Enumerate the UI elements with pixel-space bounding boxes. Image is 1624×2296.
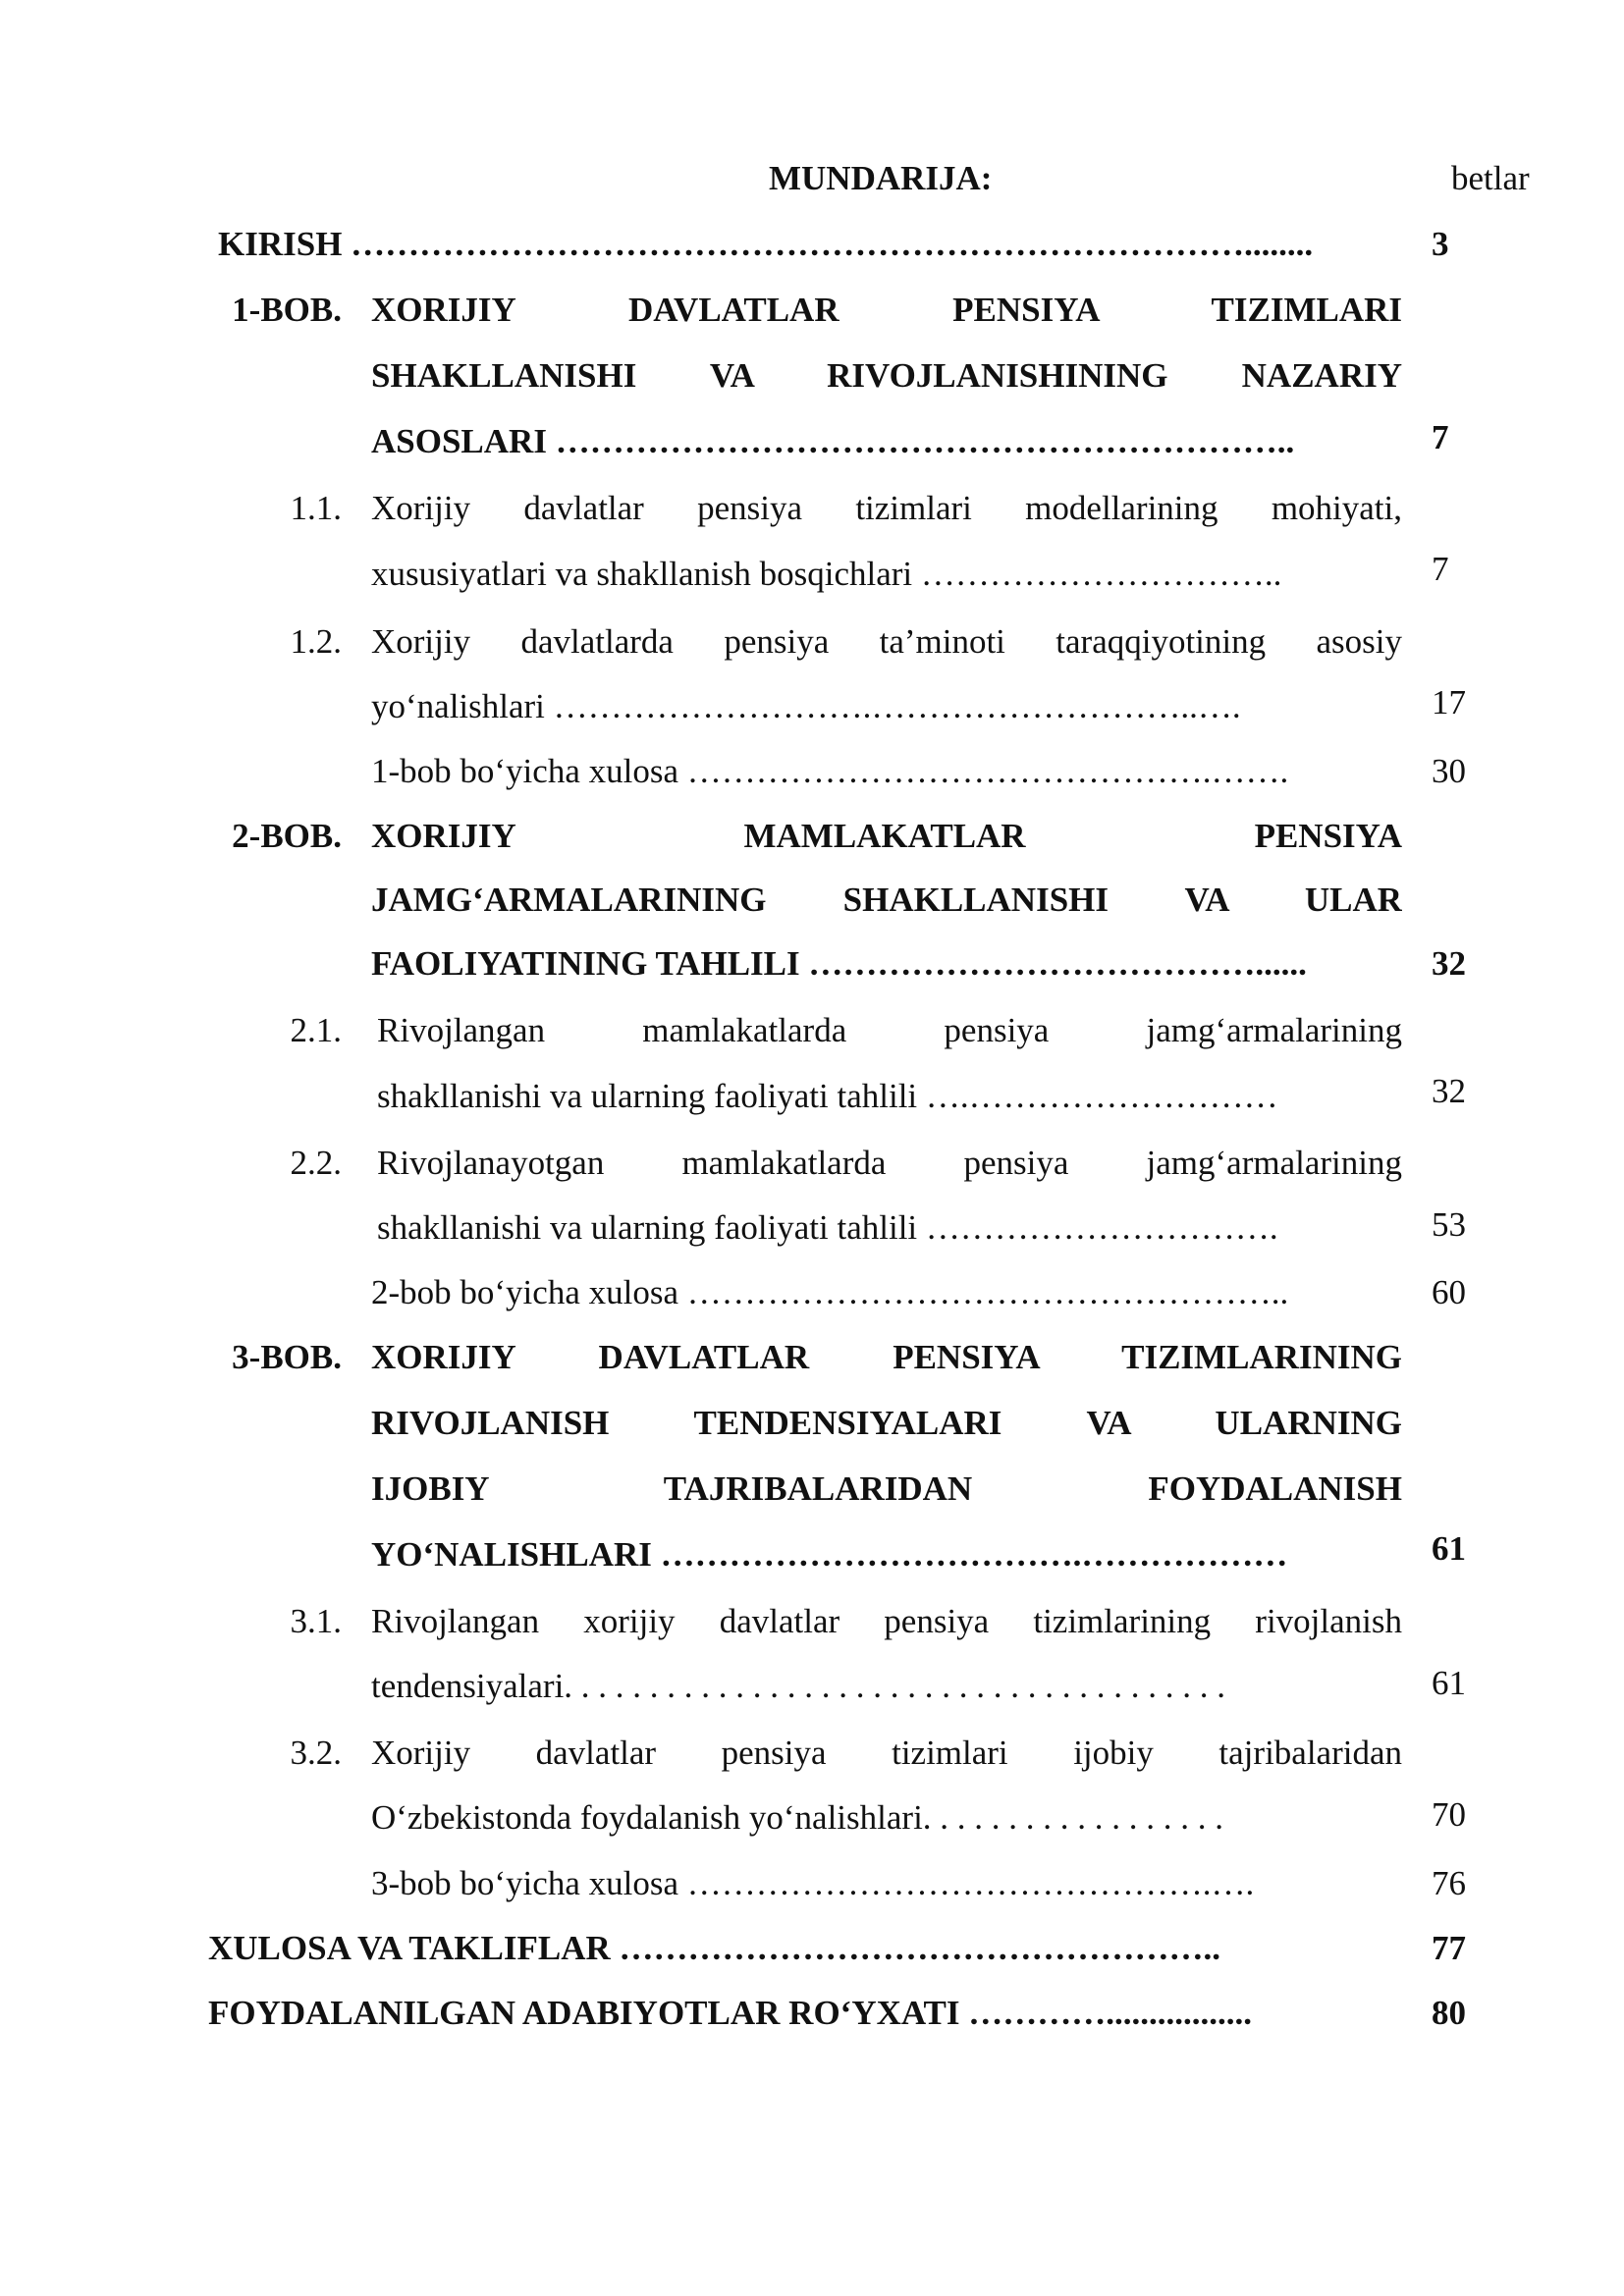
section-2-1-title-line-1[interactable]: Rivojlangan mamlakatlarda pensiya jamg‘armalarining: [377, 1013, 1402, 1049]
toc-entry-conclusions[interactable]: XULOSA VA TAKLIFLAR ……………………………………………..: [208, 1929, 1221, 1967]
section-3-1-title-line-2[interactable]: tendensiyalari. . . . . . . . . . . . . . . . . . . . . . . . . . . . . . . . . . . . . . .: [371, 1667, 1226, 1705]
toc-page-references: 80: [1432, 1994, 1466, 2032]
section-3-2-title-line-2[interactable]: O‘zbekistonda foydalanish yo‘nalishlari. . . . . . . . . . . . . . . . . .: [371, 1798, 1224, 1837]
chapter-3-summary-page: 76: [1432, 1864, 1466, 1902]
chapter-2-title-line-1[interactable]: XORIJIY MAMLAKATLAR PENSIYA: [371, 819, 1402, 855]
chapter-2-summary-page: 60: [1432, 1273, 1466, 1311]
section-1-2-number: 1.2.: [290, 622, 342, 661]
chapter-3-title-line-2[interactable]: RIVOJLANISH TENDENSIYALARI VA ULARNING: [371, 1406, 1402, 1442]
toc-page-conclusions: 77: [1432, 1929, 1466, 1967]
pages-column-label: betlar: [1451, 159, 1530, 197]
section-1-2-title-line-2[interactable]: yo‘nalishlari ……………………….………………………..….: [371, 687, 1241, 725]
section-2-1-number: 2.1.: [290, 1011, 342, 1049]
section-1-1-page: 7: [1432, 550, 1449, 588]
chapter-1-title-line-3[interactable]: ASOSLARI ………………………………………………………..: [371, 422, 1295, 460]
section-1-2-page: 17: [1432, 683, 1466, 721]
chapter-2-title-line-3[interactable]: FAOLIYATINING TAHLILI …………………………………......: [371, 944, 1307, 983]
toc-page-kirish: 3: [1432, 225, 1449, 263]
chapter-2-number: 2-BOB.: [232, 817, 342, 855]
section-2-1-title-line-2[interactable]: shakllanishi va ularning faoliyati tahlili ….………………………: [377, 1077, 1278, 1115]
chapter-3-title-line-4[interactable]: YO‘NALISHLARI ……………………………….………………: [371, 1535, 1288, 1574]
section-1-2-title-line-1[interactable]: Xorijiy davlatlarda pensiya ta’minoti taraqqiyotining asosiy: [371, 624, 1402, 661]
section-1-1-title-line-1[interactable]: Xorijiy davlatlar pensiya tizimlari modellarining mohiyati,: [371, 491, 1402, 527]
section-3-1-title-line-1[interactable]: Rivojlangan xorijiy davlatlar pensiya tizimlarining rivojlanish: [371, 1604, 1402, 1640]
chapter-1-number: 1-BOB.: [232, 291, 342, 329]
section-3-1-page: 61: [1432, 1664, 1466, 1702]
section-2-1-page: 32: [1432, 1072, 1466, 1110]
section-3-2-number: 3.2.: [290, 1734, 342, 1772]
toc-entry-kirish[interactable]: KIRISH ……………………………………………………………………........: [218, 225, 1314, 263]
chapter-1-page: 7: [1432, 418, 1449, 456]
chapter-3-number: 3-BOB.: [232, 1338, 342, 1376]
chapter-1-summary-page: 30: [1432, 752, 1466, 790]
chapter-1-summary[interactable]: 1-bob bo‘yicha xulosa ……………………………………….…….: [371, 752, 1289, 790]
section-2-2-title-line-2[interactable]: shakllanishi va ularning faoliyati tahlili ………………………….: [377, 1208, 1278, 1247]
section-2-2-page: 53: [1432, 1205, 1466, 1244]
toc-entry-references[interactable]: FOYDALANILGAN ADABIYOTLAR RO‘YXATI ………….................: [208, 1994, 1253, 2032]
section-3-2-title-line-1[interactable]: Xorijiy davlatlar pensiya tizimlari ijobiy tajribalaridan: [371, 1735, 1402, 1772]
section-3-2-page: 70: [1432, 1795, 1466, 1834]
chapter-1-title-line-2[interactable]: SHAKLLANISHI VA RIVOJLANISHINING NAZARIY: [371, 358, 1402, 395]
toc-title: MUNDARIJA:: [769, 159, 993, 197]
section-1-1-number: 1.1.: [290, 489, 342, 527]
chapter-2-title-line-2[interactable]: JAMG‘ARMALARINING SHAKLLANISHI VA ULAR: [371, 882, 1402, 919]
chapter-3-title-line-3[interactable]: IJOBIY TAJRIBALARIDAN FOYDALANISH: [371, 1471, 1402, 1508]
section-3-1-number: 3.1.: [290, 1602, 342, 1640]
chapter-1-title-line-1[interactable]: XORIJIY DAVLATLAR PENSIYA TIZIMLARI: [371, 293, 1402, 329]
chapter-3-title-line-1[interactable]: XORIJIY DAVLATLAR PENSIYA TIZIMLARINING: [371, 1340, 1402, 1376]
section-2-2-number: 2.2.: [290, 1144, 342, 1182]
chapter-2-page: 32: [1432, 944, 1466, 983]
section-1-1-title-line-2[interactable]: xususiyatlari va shakllanish bosqichlari …………………………..: [371, 555, 1282, 593]
section-2-2-title-line-1[interactable]: Rivojlanayotgan mamlakatlarda pensiya jamg‘armalarining: [377, 1146, 1402, 1182]
chapter-2-summary[interactable]: 2-bob bo‘yicha xulosa ……………………………………………..: [371, 1273, 1289, 1311]
chapter-3-page: 61: [1432, 1529, 1466, 1568]
chapter-3-summary[interactable]: 3-bob bo‘yicha xulosa ……………………………………….….: [371, 1864, 1255, 1902]
